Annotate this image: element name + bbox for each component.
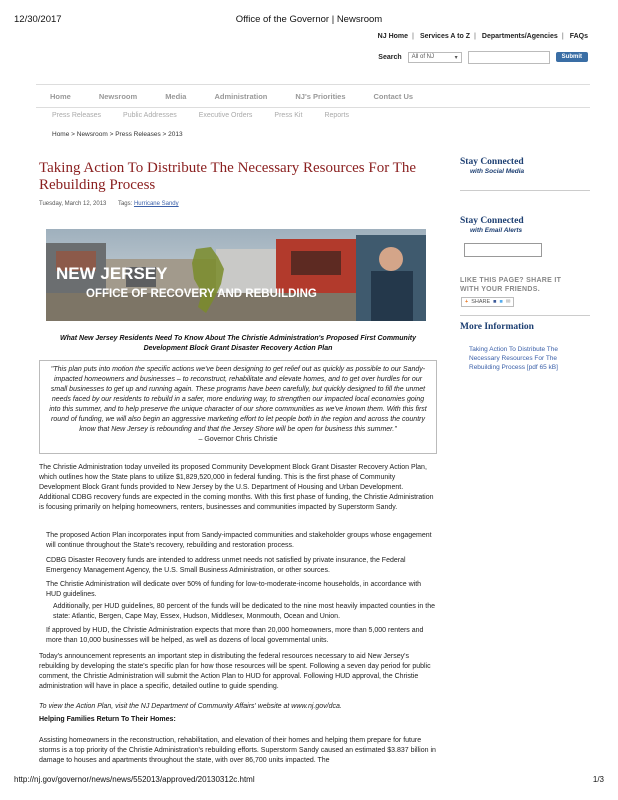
article-paragraph: The proposed Action Plan incorporates input from Sandy-impacted communities and stakeholder groups whose engagement will continue throughout the State's recovery, rebuilding and restoration process. <box>46 532 432 549</box>
share-button[interactable] <box>461 297 514 306</box>
search-submit-button[interactable]: Submit <box>556 52 588 62</box>
article-date: Tuesday, March 12, 2013 <box>39 201 107 207</box>
top-links: NJ Home | Services A to Z | Departments/Agencies | FAQs <box>377 33 588 40</box>
article-paragraph: If approved by HUD, the Christie Administration expects that more than 20,000 homeowners, more than 5,000 renters and more than 10,000 businesses will be helped, as well as dozens of local governmental units. <box>46 627 424 644</box>
social-media-link[interactable]: with Social Media <box>470 168 525 175</box>
stay-connected-social-heading: Stay Connected <box>460 157 524 167</box>
print-footer <box>14 775 604 784</box>
main-nav <box>36 84 590 108</box>
article-paragraph: The Christie Administration today unveiled its proposed Community Development Block Grant Disaster Recovery Action Plan, which outlines how the State plans to utilize $1,829,520,000 in federal funding. This is the first phase of Community Development Block Grant funds provided to New Jersey by the U.S. Department of Housing and Urban Development. Additional CDBG recovery funds are expected in the coming months. With this first phase of funding, the Christie Administration is focusing primarily on helping homeowners, renters, businesses and communities impacted by Superstorm Sandy. <box>39 464 434 511</box>
hero-banner-image <box>46 229 426 321</box>
hero-graphic <box>46 229 426 321</box>
article-caption: What New Jersey Residents Need To Know About The Christie Administration's Proposed First Community Development Block Grant Disaster Recovery Action Plan <box>60 335 416 352</box>
article-paragraph: Additionally, per HUD guidelines, 80 percent of the funds will be dedicated to the nine most heavily impacted counties in the state: Atlantic, Bergen, Cape May, Essex, Hudson, Middlesex, Monmouth, Ocean and Union. <box>53 603 435 620</box>
search-input[interactable] <box>468 51 550 64</box>
email-icon: ✉ <box>505 298 511 305</box>
top-link-services[interactable]: Services A to Z <box>419 33 470 40</box>
chevron-down-icon: ▾ <box>454 54 458 61</box>
search-scope-select[interactable]: All of NJ ▾ <box>408 52 462 63</box>
article-paragraph: The Christie Administration will dedicate over 50% of funding for low-to-moderate-income households, in accordance with HUD guidelines. <box>46 581 422 598</box>
search-bar <box>378 50 588 64</box>
action-plan-link[interactable]: To view the Action Plan, visit the NJ Department of Community Affairs' website at www.nj.gov/dca. <box>39 703 342 710</box>
quote-attribution: – Governor Chris Christie <box>198 436 278 443</box>
sidebar-divider <box>460 315 590 316</box>
nav-newsroom[interactable]: Newsroom <box>98 91 138 101</box>
tag-link[interactable]: Hurricane Sandy <box>133 201 179 207</box>
subnav-executive-orders[interactable]: Executive Orders <box>198 112 253 119</box>
tags-label: Tags: <box>117 201 133 207</box>
nav-priorities[interactable]: NJ's Priorities <box>295 91 346 101</box>
nav-home[interactable]: Home <box>50 91 71 101</box>
sub-nav <box>52 112 371 119</box>
print-date: 12/30/2017 <box>14 14 62 25</box>
nav-media[interactable]: Media <box>165 91 187 101</box>
article-paragraph: Today's announcement represents an important step in distributing the federal resources necessary to aid New Jersey's rebuilding by developing the state's specific plan for how those resources will be spent. Following a seven day period for public comment, the Christie Administration will submit the Action Plan to HUD for approval. Following HUD approval, the Christie administration will have in place a specific, detailed outline to guide spending. <box>39 653 431 690</box>
share-label: SHARE <box>471 298 491 305</box>
subnav-press-kit[interactable]: Press Kit <box>274 112 303 119</box>
hero-title-line1: NEW JERSEY <box>56 264 168 283</box>
governor-quote <box>39 360 437 454</box>
social-icons: ■ <box>493 298 497 305</box>
email-alerts-link[interactable]: with Email Alerts <box>470 227 523 234</box>
print-header <box>14 14 604 28</box>
sidebar-divider <box>460 190 590 191</box>
twitter-icon: ■ <box>499 298 503 305</box>
breadcrumb[interactable]: Home > Newsroom > Press Releases > 2013 <box>52 131 183 138</box>
subnav-public-addresses[interactable]: Public Addresses <box>123 112 177 119</box>
top-link-faqs[interactable]: FAQs <box>569 33 588 40</box>
nav-administration[interactable]: Administration <box>214 91 268 101</box>
search-label: Search <box>378 53 402 61</box>
page-number: 1/3 <box>592 775 604 784</box>
hero-title-line2: OFFICE OF RECOVERY AND REBUILDING <box>86 288 317 300</box>
print-title: Office of the Governor | Newsroom <box>235 14 383 25</box>
more-information-heading: More Information <box>460 322 534 332</box>
article-paragraph: Assisting homeowners in the reconstruction, rehabilitation, and elevation of their homes and helping them prepare for future storms is a top priority of the Christie Administration's rebuilding efforts. Superstorm Sandy caused an estimated $3.837 billion in damage to houses and apartments throughout the state, with over 86,700 units impacted. The <box>39 737 436 764</box>
footer-url: http://nj.gov/governor/news/news/552013/approved/20130312c.html <box>14 775 255 784</box>
share-plus-icon: + <box>465 298 469 305</box>
article-meta <box>39 201 179 207</box>
subnav-press-releases[interactable]: Press Releases <box>52 112 102 119</box>
top-link-departments[interactable]: Departments/Agencies <box>481 33 558 40</box>
pdf-link[interactable]: Taking Action To Distribute The Necessary Resources For The Rebuilding Process [pdf 65 kB] <box>469 346 559 371</box>
top-link-nj-home[interactable]: NJ Home <box>377 33 409 40</box>
stay-connected-email-heading: Stay Connected <box>460 216 524 226</box>
page-title: Taking Action To Distribute The Necessary Resources For The Rebuilding Process <box>39 160 416 193</box>
nav-contact[interactable]: Contact Us <box>373 91 414 101</box>
subnav-reports[interactable]: Reports <box>324 112 349 119</box>
email-input[interactable] <box>464 243 542 257</box>
section-heading: Helping Families Return To Their Homes: <box>39 716 176 723</box>
article-paragraph: CDBG Disaster Recovery funds are intended to address unmet needs not satisfied by private insurance, the Federal Emergency Management Agency, the U.S. Small Business Administration, or other sources. <box>46 557 406 574</box>
quote-text: "This plan puts into motion the specific actions we've been designing to get relief out as quickly as possible to our Sandy-impacted homeowners and businesses – to reconstruct, rehabilitate and elevate homes, and to get over hurdles for our small businesses to get up and running again. These programs have been carefully, but quickly designed to fill the unmet needs faced by our residents to rebuild in a safer, more enduring way, to strengthen our impacted local economies going into this summer, and to help preserve the unique character of our shore communities as we've known them. With this first round of funding, we will also begin an aggressive marketing effort to let people both in the region and across the country know that New Jersey is rebounding and that the Jersey Shore will be open for business this summer." <box>49 366 427 433</box>
share-prompt: LIKE THIS PAGE? SHARE IT WITH YOUR FRIENDS. <box>460 277 562 293</box>
